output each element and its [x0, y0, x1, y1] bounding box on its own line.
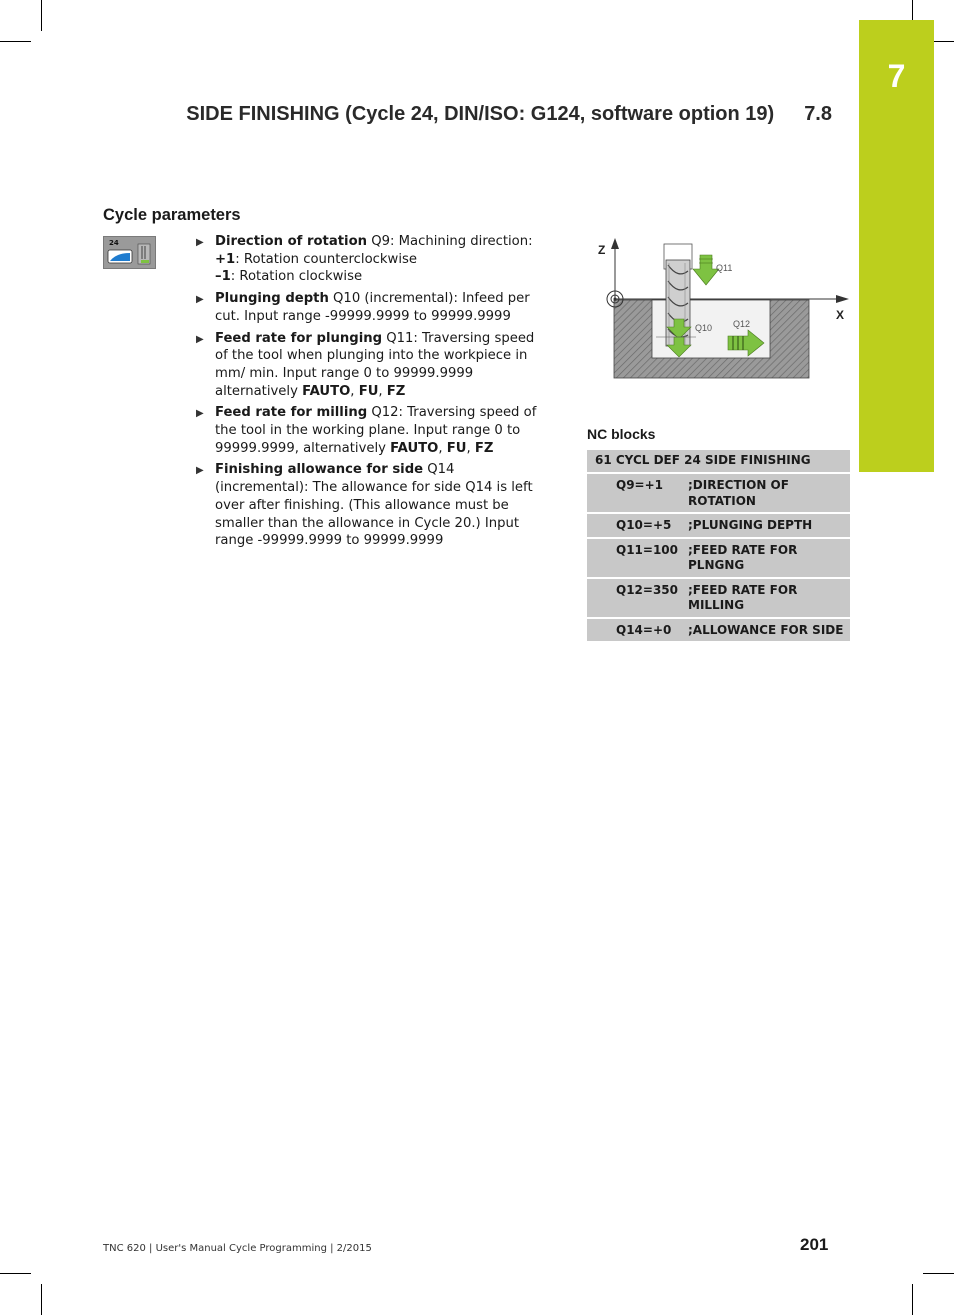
- parameter-name: Feed rate for milling: [215, 405, 368, 421]
- parameter-text: +1: [215, 251, 236, 267]
- parameter-text: –1: [215, 269, 231, 285]
- q12-label: Q12: [733, 319, 751, 329]
- nc-param: Q11=100: [616, 542, 679, 557]
- parameter-text: ,: [350, 383, 359, 399]
- header-title: SIDE FINISHING (Cycle 24, DIN/ISO: G124, software option 19): [186, 103, 775, 125]
- parameter-text: ,: [378, 383, 387, 399]
- parameter-name: Finishing allowance for side: [215, 462, 424, 478]
- parameter-text: Q11: Traversing speed of the tool when plunging into the workpiece in mm/ min. Input range 0 to 99999.9999 alternatively: [215, 330, 535, 399]
- softkey-graphic: [104, 237, 155, 268]
- bullet-triangle-icon: ▶: [196, 237, 204, 248]
- crop-mark: [41, 0, 42, 31]
- parameter-text: Q9: Machining direction:: [367, 234, 533, 249]
- header-section: 7.8: [804, 103, 832, 125]
- softkey-number: 24: [109, 239, 119, 247]
- parameter-text: FAUTO: [390, 440, 439, 456]
- axis-x-label: X: [836, 308, 845, 322]
- crop-mark: [0, 41, 31, 42]
- parameter-list: [195, 233, 550, 554]
- section-heading: Cycle parameters: [103, 206, 241, 224]
- page-header: [120, 103, 832, 126]
- parameter-item: [195, 233, 550, 286]
- nc-row: [587, 619, 850, 642]
- bullet-triangle-icon: ▶: [196, 294, 204, 306]
- nc-row: [587, 474, 850, 512]
- parameter-text: FZ: [474, 440, 494, 456]
- parameter-text: ,: [466, 440, 475, 456]
- parameter-item: [195, 461, 550, 550]
- side-finishing-figure: [596, 235, 852, 385]
- nc-row: [587, 514, 850, 537]
- bullet-triangle-icon: ▶: [196, 333, 204, 345]
- parameter-name: Direction of rotation: [215, 234, 368, 249]
- nc-param: Q12=350: [616, 582, 679, 597]
- parameter-text: Q10 (incremental): Infeed per cut. Input range -99999.9999 to 99999.9999: [215, 291, 530, 324]
- parameter-name: Feed rate for plunging: [215, 330, 383, 346]
- parameter-text: Q14 (incremental): The allowance for side Q14 is left over after finishing. (This allowance must be smaller than the allowance in Cycle 20.) Input range -99999.9999 to 99999.9999: [215, 462, 533, 549]
- bullet-triangle-icon: ▶: [196, 408, 204, 420]
- z-axis-arrow-icon: [611, 238, 619, 249]
- cycle-softkey-icon: [103, 236, 156, 269]
- axis-z-label: Z: [598, 243, 606, 257]
- parameter-text: FZ: [386, 383, 406, 399]
- parameter-text: : Rotation clockwise: [230, 269, 363, 285]
- crop-mark: [41, 1284, 42, 1315]
- parameter-text: : Rotation counterclockwise: [235, 251, 417, 267]
- x-axis-arrow-icon: [836, 295, 849, 303]
- nc-blocks-heading: NC blocks: [587, 426, 656, 442]
- nc-param: Q9=+1: [616, 478, 664, 492]
- q10-label: Q10: [695, 323, 713, 333]
- chapter-tab: [859, 20, 934, 472]
- nc-comment: ;FEED RATE FOR MILLING: [688, 582, 798, 612]
- crop-mark: [923, 1273, 954, 1274]
- parameter-item: [195, 404, 550, 457]
- nc-comment: ;FEED RATE FOR PLNGNG: [688, 542, 798, 572]
- parameter-text: ,: [438, 440, 447, 456]
- footer-text: TNC 620 | User's Manual Cycle Programming | 2/2015: [103, 1243, 372, 1254]
- parameter-text: Q12: Traversing speed of the tool in the working plane. Input range 0 to 99999.9999, alternatively: [215, 405, 537, 456]
- nc-row: [587, 579, 850, 617]
- nc-comment: ;PLUNGING DEPTH: [688, 518, 813, 532]
- nc-comment: ;DIRECTION OF ROTATION: [688, 478, 789, 508]
- parameter-item: [195, 290, 550, 325]
- chapter-number: 7: [887, 58, 906, 94]
- crop-mark: [0, 1273, 31, 1274]
- q11-label: Q11: [716, 263, 733, 273]
- parameter-item: [195, 330, 550, 401]
- parameter-text: FAUTO: [302, 383, 351, 399]
- nc-comment: ;ALLOWANCE FOR SIDE: [688, 622, 844, 637]
- nc-param: Q10=+5: [616, 518, 672, 532]
- parameter-text: FU: [446, 440, 467, 456]
- crop-mark: [912, 1284, 913, 1315]
- parameter-text: FU: [358, 383, 379, 399]
- bullet-triangle-icon: ▶: [196, 465, 204, 477]
- parameter-name: Plunging depth: [215, 291, 329, 307]
- page-number: 201: [800, 1235, 829, 1254]
- nc-row: [587, 539, 850, 577]
- nc-param: Q14=+0: [616, 622, 672, 637]
- nc-head-row: 61 CYCL DEF 24 SIDE FINISHING: [587, 450, 850, 472]
- nc-blocks-table: [587, 450, 850, 643]
